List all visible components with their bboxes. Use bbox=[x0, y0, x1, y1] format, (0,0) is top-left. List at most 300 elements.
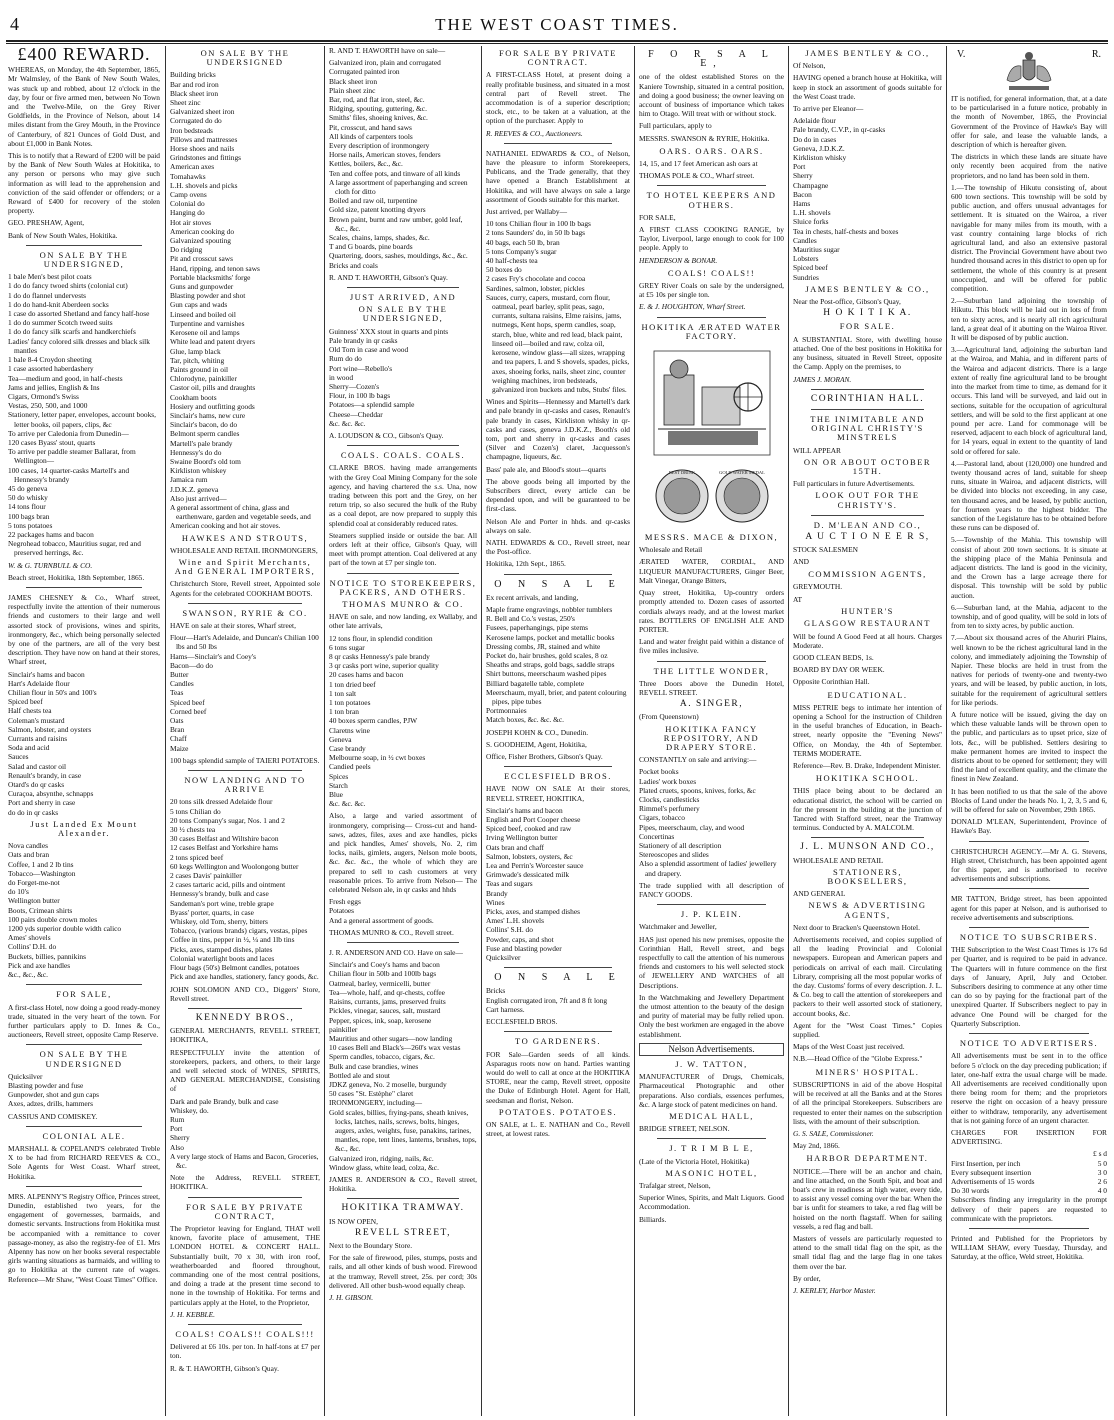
list-item: Pale brandy, C.V.P., in qr-casks bbox=[793, 125, 886, 135]
advert-date: May 2nd, 1866. bbox=[793, 1141, 840, 1151]
advert-address: Office, Fisher Brothers, Gibson's Quay. bbox=[486, 752, 603, 762]
divider bbox=[188, 770, 302, 771]
advert-body-2: Full particulars, apply to bbox=[639, 121, 712, 131]
advert-heading: FOR SALE BY PRIVATE CONTRACT, bbox=[185, 1201, 304, 1221]
advert-body: MARSHALL & COPELAND'S celebrated Treble X to be had from RICHARD REEVES & CO., Sole Agents for West Coast. Wharf street, Hokitika. bbox=[8, 1143, 160, 1181]
advert-heading: NOW LANDING AND TO ARRIVE bbox=[184, 775, 306, 795]
advert-heading: J. P. KLEIN. bbox=[680, 909, 743, 920]
list-item: Corrugated painted iron bbox=[329, 67, 400, 77]
list-item: To arrive per paddle steamer Ballarat, from Wellington— bbox=[8, 447, 136, 466]
list-item: Chilian flour in 50lb and 100lb bags bbox=[329, 969, 437, 979]
list-item: R. Bell and Co.'s vestas, 250's bbox=[486, 614, 575, 624]
list-item: Blasting powder and fuse bbox=[8, 1080, 84, 1090]
list-item: Galvanized iron, plain and corrugated bbox=[329, 58, 441, 68]
advert-note: Note the Address, REVELL STREET, HOKITIKA. bbox=[170, 1173, 320, 1192]
column-6 bbox=[793, 46, 942, 1416]
advert-heading: HOKITIKA FANCY REPOSITORY, AND DRAPERY STORE. bbox=[663, 723, 760, 752]
reward-signatory: GEO. PRESHAW, Agent, bbox=[8, 218, 85, 228]
ecclesfield-bricks-advert bbox=[486, 973, 630, 1026]
list-item: Raisins, currants, jams, preserved fruits bbox=[329, 997, 446, 1007]
list-item: 1 do do hand-knit Aberdeen socks bbox=[8, 299, 109, 309]
list-item: 100 cases, 14 quarter-casks Martell's and Hennessy's brandy bbox=[8, 465, 130, 484]
list-item: Oats and bran bbox=[8, 850, 50, 860]
list-item: Hand, ripping, and tenon saws bbox=[170, 263, 260, 273]
list-item: Sinclair's hams and bacon bbox=[8, 669, 85, 679]
list-item: Port and sherry in case bbox=[8, 798, 76, 808]
list-item: Sauces bbox=[8, 752, 29, 762]
advert-signature: HENDERSON & BONAR. bbox=[639, 255, 718, 265]
list-item: Sardines, salmon, lobster, pickles bbox=[486, 283, 585, 293]
list-item: Plated cruets, spoons, knives, forks, &c bbox=[639, 785, 756, 795]
list-item: do do in qr casks bbox=[8, 807, 59, 817]
charges-value: 5 0 bbox=[1097, 1158, 1107, 1168]
list-item: Shirt buttons, meerschaum washed pipes bbox=[486, 669, 607, 679]
divider bbox=[969, 1228, 1089, 1229]
list-item: do Forget-me-not bbox=[8, 878, 60, 888]
list-item: Ten and coffee pots, and tinware of all kinds bbox=[329, 168, 461, 178]
list-item: Coffee in tins, pepper in ½, ¼ and 1lb tins bbox=[170, 935, 295, 945]
list-item: Pit, crosscut, and hand saws bbox=[329, 122, 412, 132]
item-list bbox=[329, 634, 477, 809]
list-item: Cookham boots bbox=[170, 392, 217, 402]
list-item: Hams bbox=[793, 199, 811, 209]
advert-signature: THOMAS POLE & CO., Wharf street. bbox=[639, 171, 755, 181]
notice-item: 6.—Suburban land, at the Mahia, adjacent to the township, and of good quality, will be sold in lots of from ten to sixty acres, by public auction. bbox=[951, 602, 1107, 631]
advert-heading: J. L. MUNSON AND CO., bbox=[800, 842, 935, 853]
advert-signature: R. AND T. HAWORTH, Gibson's Quay. bbox=[329, 272, 448, 282]
advert-heading: D. M'LEAN AND CO., bbox=[813, 519, 922, 530]
list-item: Candied peels bbox=[329, 762, 371, 772]
list-item: 2 tons Saunders' do, in 50 lb bags bbox=[486, 228, 586, 238]
advert-note: Reference—Rev. B. Drake, Independent Minister. bbox=[793, 761, 941, 770]
advert-body: one of the oldest established Stores on the Kaniere Township, situated in a central position, and doing a good business; the owner leaving on account of business of importance which takes him to Otago. Will treat with or without stock. bbox=[639, 72, 784, 119]
notice-item: 3.—Agricultural land, adjoining the suburban land at the Wairoa, and Mahia, and in different parts of the Wairoa and adjacent districts. There is a large extent of really fine agricultural land to be brought into the market from time to time, as demand for it occurs. This land will be surveyed, and laid out in sections, suitable for the occupation of agricultural settlers, and will be sold to the first applicant at one pound per acre. Land for commonage will be reserved, adjacent to each block of agricultural land, for 14 years, equal in extent to the quantity of land sold or offered for sale. bbox=[951, 345, 1107, 456]
list-item: Ames' shovels bbox=[8, 933, 51, 943]
ecclesfield-advert bbox=[486, 772, 630, 962]
item-list bbox=[170, 797, 320, 981]
list-item: Do do in cases bbox=[793, 134, 837, 144]
range-advert bbox=[639, 191, 784, 264]
item-list bbox=[8, 272, 160, 557]
turnbull-advert bbox=[8, 251, 160, 582]
tatton-advert bbox=[639, 1060, 784, 1133]
advert-heading: FOR SALE, bbox=[56, 989, 112, 1000]
medals-engraving-icon bbox=[648, 465, 776, 527]
list-item: Powder, caps, and shot bbox=[486, 934, 554, 944]
list-item: American axes bbox=[170, 162, 215, 172]
list-item: Pit and crosscut saws bbox=[170, 254, 234, 264]
advert-body: HAVING opened a branch house at Hokitika, will keep in stock an assortment of goods suitable for the West Coast trade. bbox=[793, 73, 942, 101]
advert-subheading: WHOLESALE AND RETAIL IRONMONGERS, bbox=[170, 545, 318, 555]
list-item: Collins' D.H. do bbox=[8, 942, 57, 952]
list-item: Bacon—do do bbox=[170, 660, 213, 670]
charges-row bbox=[951, 1159, 1107, 1168]
advert-signature: E. & J. HOUGHTON, Wharf Street. bbox=[639, 302, 746, 312]
notice-body: IT is notified, for general information, that, at a date to be particularised in a future notice, probably in the month of November, 1865, the Provincial Government of the Province of Hawke's Bay will offer for sale, and lease the valuable lands, a description of which is hereafter given. bbox=[951, 94, 1107, 150]
list-item: 1 do do flannel undervests bbox=[8, 290, 86, 300]
list-item: English and Port Cooper cheese bbox=[486, 815, 581, 825]
advert-heading: MINERS' HOSPITAL. bbox=[815, 1066, 920, 1077]
divider bbox=[969, 888, 1089, 889]
divider bbox=[188, 1197, 302, 1198]
list-item: Rum do do bbox=[329, 354, 362, 364]
list-item: Cheese—Cheddar bbox=[329, 409, 383, 419]
list-item: 1 ton dried beef bbox=[329, 679, 376, 689]
list-item: Cigars, tobacco bbox=[639, 813, 685, 823]
column-5 bbox=[639, 46, 784, 1416]
advert-subheading: AND GENERAL bbox=[793, 889, 846, 899]
list-item: Tomahawks bbox=[170, 171, 206, 181]
reeves-advert bbox=[486, 49, 630, 138]
list-item: Every description of ironmongery bbox=[329, 141, 430, 151]
advert-body: R. AND T. HAWORTH have on sale— bbox=[329, 46, 446, 55]
divider bbox=[347, 573, 459, 574]
list-item: Pocket books bbox=[639, 767, 679, 777]
advert-heading: SWANSON, RYRIE & CO. bbox=[182, 607, 308, 618]
medal-left-label: BEST DRINK bbox=[668, 470, 695, 476]
advert-subheading: Of Nelson, bbox=[793, 61, 826, 71]
divider bbox=[969, 841, 1089, 842]
list-item: Pickles, vinegar, sauces, salt, mustard bbox=[329, 1006, 441, 1016]
list-item: Melbourne soap, in ½ cwt boxes bbox=[329, 753, 426, 763]
christchurch-agency-notice bbox=[951, 847, 1107, 884]
bentley-advert bbox=[793, 49, 942, 318]
hawkes-advert bbox=[170, 49, 320, 598]
advert-body: ÆRATED WATER, CORDIAL, AND LIQUEUR MANUFACTURERS, Ginger Beer, Malt Vinegar, Orange Bitters, bbox=[639, 557, 784, 585]
list-item: Chlorodyne, painkiller bbox=[170, 374, 237, 384]
advert-heading: HUNTER'S bbox=[841, 606, 894, 617]
advert-subheading: Ex recent arrivals, and landing, bbox=[486, 592, 579, 602]
advert-subheading: Trafalgar street, Nelson, bbox=[639, 1181, 711, 1191]
list-item: 5 tons Chilian do bbox=[170, 806, 221, 816]
advert-heading: KENNEDY BROS., bbox=[195, 1012, 295, 1023]
list-item: Potatoes—a splendid sample bbox=[329, 400, 415, 410]
trimble-advert bbox=[639, 1144, 784, 1223]
charges-label: First Insertion, per inch bbox=[951, 1158, 1021, 1168]
list-item: Starch bbox=[329, 780, 348, 790]
haworth-coals-advert bbox=[170, 1330, 320, 1373]
munson-advert bbox=[793, 843, 942, 1063]
list-item: 1 do do fancy silk scarfs and handkerchiefs bbox=[8, 327, 136, 337]
list-item: Gold size, patent knotting dryers bbox=[329, 205, 426, 215]
advert-body: MANUFACTURER of Drugs, Chemicals, Pharmaceutical Photographic and other preparations. Also cordials, essences perfumes, &c. A large stock of patent medicines on hand. bbox=[639, 1072, 784, 1109]
list-item: 50 do whisky bbox=[8, 493, 48, 503]
list-item: Whiskey, old Tom, sherry, bitters bbox=[170, 917, 268, 927]
list-item: Colonial do bbox=[170, 199, 205, 209]
list-item: Ames' L.H. shovels bbox=[486, 916, 544, 926]
list-item: 10 cases Bell and Black's—260's wax vestas bbox=[329, 1043, 461, 1053]
newspaper-title: THE WEST COAST TIMES. bbox=[435, 15, 679, 34]
charges-row bbox=[951, 1177, 1107, 1186]
list-item: Stationery of all description bbox=[639, 840, 722, 850]
column-rule bbox=[634, 46, 635, 1416]
list-item: Hot air stoves bbox=[170, 217, 212, 227]
list-item: Sherry bbox=[170, 1133, 190, 1143]
divider bbox=[504, 574, 612, 575]
list-item: Picks, axes, stamped dishes, plates bbox=[170, 944, 273, 954]
charges-value: 3 0 bbox=[1097, 1167, 1107, 1177]
divider bbox=[657, 317, 766, 318]
advert-body-2: GOOD CLEAN BEDS, 1s. bbox=[793, 652, 874, 662]
divider bbox=[347, 1198, 459, 1199]
charges-row bbox=[951, 1168, 1107, 1177]
list-item: Oats bran and chaff bbox=[486, 842, 544, 852]
list-item: Camp ovens bbox=[170, 190, 207, 200]
list-item: Tea—medium and good, in half-chests bbox=[8, 373, 123, 383]
advert-heading: NOTICE TO STOREKEEPERS, PACKERS, AND OTHERS. bbox=[329, 577, 477, 597]
list-item: Glue, lamp black bbox=[170, 346, 221, 356]
advert-address: Near the Post-office, Gibson's Quay, bbox=[793, 297, 901, 307]
advert-body: SUBSCRIPTIONS in aid of the above Hospital will be received at all the Banks and at the Stores of all the principal Storekeepers. Subscribers are requested to enter their names on the subscription lists, with the amount of their subscription. bbox=[793, 1079, 942, 1126]
list-item: do 10's bbox=[8, 887, 29, 897]
list-item: 1 do do fancy twoed shirts (colonial cut) bbox=[8, 281, 128, 291]
advert-signature: J. KERLEY, Harbor Master. bbox=[793, 1285, 876, 1295]
advert-signature: HAWKES AND STROUTS, bbox=[181, 532, 309, 543]
advert-body-3: Land and water freight paid within a distance of five miles inclusive. bbox=[639, 637, 784, 656]
list-item: Spices bbox=[329, 771, 349, 781]
advert-heading: ON SALE BY THE UNDERSIGNED, bbox=[358, 304, 448, 324]
list-item: Whiskey, do. bbox=[170, 1105, 209, 1115]
advert-heading: GLASGOW RESTAURANT bbox=[804, 618, 931, 629]
charges-label: Do 30 words bbox=[951, 1186, 990, 1196]
list-item: Candles bbox=[793, 235, 817, 245]
list-item: 40 half-chests tea bbox=[486, 256, 538, 266]
advert-subheading: Watchmaker and Jeweller, bbox=[639, 922, 717, 932]
item-list bbox=[329, 58, 477, 270]
advert-order: By order, bbox=[793, 1273, 821, 1283]
divider bbox=[811, 409, 924, 410]
list-item: Tobacco—Washington bbox=[8, 868, 76, 878]
tramway-advert bbox=[329, 1204, 477, 1302]
list-item: Blasting powder and shot bbox=[170, 291, 246, 301]
nelson-section-heading: Nelson Advertisements. bbox=[639, 1043, 784, 1056]
list-item: Potatoes bbox=[329, 906, 355, 916]
list-item: Smiths' files, shoeing knives, &c. bbox=[329, 113, 428, 123]
advert-subheading: IS NOW OPEN, bbox=[329, 1216, 378, 1226]
advert-heading: HOKITIKA TRAMWAY. bbox=[341, 1203, 465, 1214]
list-item: 50 boxes do bbox=[486, 265, 522, 275]
list-item: Chilian flour in 50's and 100's bbox=[8, 688, 97, 697]
advert-heading: MASONIC HOTEL, bbox=[665, 1167, 758, 1178]
advert-body: HAS just opened his new premises, opposite the Corinthian Hall, Revell street, and begs respectfully to call the attention of his numerous friends and customers to his well selected stock of JEWELLERY AND WATCHES of all Descriptions. bbox=[639, 934, 784, 990]
reward-body: WHEREAS, on Monday, the 4th September, 1865, Mr Walmsley, of the Bank of New South Wales, was stuck up and robbed, about 12 o'clock in the day, by four or five armed men, between No Town and the Twelve-Mile, on the Grey River Goldfields, in the Province of Nelson, about 14 miles distant from the Grey Mouth, in the Province of Canterbury, of 821 Ounces of Gold Dust, and about £1,000 in Bank Notes. bbox=[8, 65, 160, 148]
advert-heading: A. SINGER, bbox=[679, 699, 744, 710]
glasgow-advert bbox=[793, 595, 942, 687]
list-item: Guns and gunpowder bbox=[170, 282, 234, 292]
corinthian-advert bbox=[793, 395, 942, 510]
list-item: IRONMONGERY, including— bbox=[329, 1098, 423, 1108]
advert-subheading: Next to the Boundary Store. bbox=[329, 1240, 413, 1250]
list-item: 1 ton potatoes bbox=[329, 698, 371, 707]
advert-heading: O N S A L E bbox=[494, 972, 622, 984]
notice-signature: DONALD M'LEAN, Superintendent, Province of Hawke's Bay. bbox=[951, 817, 1107, 836]
list-item: Dark and pale Brandy, bulk and case bbox=[170, 1096, 279, 1106]
advert-heading: TO GARDENERS. bbox=[515, 1036, 601, 1047]
moran-advert bbox=[793, 322, 942, 383]
advert-subheading: WILL APPEAR bbox=[793, 445, 841, 455]
advert-body-2: Also, a large and varied assortment of ironmongery, comprising— Cross-cut and hand-saws, adzes, files, axes and axe handles, picks and pick handles, Ames' shovels, No. 2, rim locks, nails, gimlets, augers, Nelson mole boots, &c. &c. &c., the whole of which they are prepared to sell to cash customers at very reasonable prices. To arrive from Nelson— The celebrated Nelson ale, in qr casks and hhds bbox=[329, 811, 477, 895]
list-item: Black sheet iron bbox=[170, 88, 219, 98]
list-item: 50 cases "St. Estèphe" claret bbox=[329, 1089, 414, 1099]
list-item: &c., &c., &c. bbox=[8, 970, 49, 980]
column-rule bbox=[946, 46, 947, 1416]
advert-address: Opposite Corinthian Hall. bbox=[793, 677, 870, 687]
reward-body-2: This is to notify that a Reward of £200 will be paid by the Bank of New South Wales at Hokitika, to any person or persons who may give such information as will lead to the apprehension and conviction of the said offender or offenders; or a Reward of £400 for recovery of the stolen property. bbox=[8, 151, 160, 216]
notice-item: 1.—The township of Hikutu consisting of, about 600 town sections. This township will be sold by public auction, and offers unusual advantages for settlement. It is situated on the Wairoa, a river navigable for many miles from its mouth, with a vast country containing large blocks of rich agricultural land, and also an extensive pastoral district. The Provincial Government have about two hundred thousand acres in this district to open up for settlement, the whole of this country is at present unoccupied, and will be offered for public competition. bbox=[951, 182, 1107, 294]
advert-subheading: GENERAL MERCHANTS, REVELL STREET, HOKITIKA, bbox=[170, 1026, 320, 1045]
kaniere-store-advert bbox=[639, 50, 784, 143]
item-list bbox=[639, 767, 784, 877]
list-item: Jams and jellies, English & Ins bbox=[8, 382, 100, 392]
mace-dixon-advert bbox=[639, 533, 784, 655]
list-item: Old Tom in case and wood bbox=[329, 345, 409, 355]
item-list bbox=[329, 960, 477, 1172]
list-item: Ladies' fancy colored silk dresses and black silk mantles bbox=[8, 336, 150, 355]
advert-heading: ON SALE BY THE UNDERSIGNED, bbox=[39, 249, 129, 270]
advert-place: Beach street, Hokitika, 18th September, 1865. bbox=[8, 572, 145, 582]
list-item: Building bricks bbox=[170, 70, 216, 80]
list-item: Kerosene oil and lamps bbox=[170, 328, 240, 338]
advert-note: N.B.—Head Office of the "Globe Express." bbox=[793, 1054, 923, 1064]
advert-body: The Proprietor leaving for England, THAT well known, favorite place of amusement, THE LONDON HOTEL & CONCERT HALL. Substantially built, 70 x 30, with iron roof, weatherboarded and floored throughout, commanding one of the most central positions, and doing a trade at the present time second to none in the township of Hokitika. For terms and particulars apply at the Hotel, to the Proprietor, bbox=[170, 1223, 320, 1307]
list-item: 1 do do summer Scotch tweed suits bbox=[8, 318, 113, 328]
list-item: 60 kegs Wellington and Woolongong butter bbox=[170, 861, 299, 871]
list-item: Sundries bbox=[793, 272, 819, 282]
column-rule bbox=[324, 46, 325, 1416]
list-item: 2 tons spiced beef bbox=[170, 852, 224, 862]
advert-heading: EDUCATIONAL. bbox=[827, 689, 908, 700]
notice-body: MR TATTON, Bridge street, has been appointed agent for this paper at Nelson, and is authorised to receive advertisements and subscriptions. bbox=[951, 894, 1107, 922]
advert-body: A SUBSTANTIAL Store, with dwelling house attached. One of the best positions in Hokitika for any business, situated in Revell Street, opposite the Camp. Apply on the premises, to bbox=[793, 334, 942, 372]
advert-signature: G. S. SALE, Commissioner. bbox=[793, 1128, 874, 1138]
list-item: Tobacco, (various brands) cigars, vestas, pipes bbox=[170, 926, 308, 936]
list-item: Pocket do, hair brushes, gold scales, 8 oz bbox=[486, 650, 608, 660]
list-item: Rimmel's perfumery bbox=[639, 804, 700, 814]
column-4 bbox=[486, 46, 630, 1416]
advert-signature: JOHN SOLOMON AND CO., Diggers' Store, Revell street. bbox=[170, 984, 320, 1003]
ale-advert bbox=[8, 1132, 160, 1181]
advert-body-3: Bass' pale ale, and Blood's stout—quarts bbox=[486, 464, 607, 474]
list-item: Stereoscopes and slides bbox=[639, 850, 709, 860]
advert-note: The trade supplied with all description of FANCY GOODS. bbox=[639, 880, 784, 899]
advert-heading: STATIONERS, BOOKSELLERS, bbox=[827, 866, 908, 887]
advert-heading: COLONIAL ALE. bbox=[42, 1130, 126, 1141]
list-item: Pick and axe handles bbox=[8, 960, 71, 970]
notice-item: It has been notified to us that the sale of the above Blocks of Land under the heads No. 1, 2, 3, 5 and 6, will be offered for sale on November, 29th 1865. bbox=[951, 786, 1107, 815]
divider bbox=[26, 245, 142, 246]
item-list bbox=[170, 70, 320, 530]
clarke-coals-advert bbox=[329, 451, 477, 567]
school-advert bbox=[793, 774, 942, 832]
list-item: 120 cases Byass' stout, quarts bbox=[8, 437, 96, 447]
list-item: Sauces, curry, capers, mustard, corn flour, oatmeal, pearl barley, split peas, sago, currants, sultana raisins, Elme raisins, jams, nutmegs, Kent hops, sperm candles, soap, starch, blue, white and red lead, black paint, linseed oil—boiled and raw, colza oil, kerosene, window glass—all sizes, wrapping and tea papers, L and S shovels, spades, picks, axes, shoeing forks, nails, sheet zinc, counter weighing machines, iron bedsteads, galvanized iron buckets and tubs, Stubs' files. bbox=[486, 292, 630, 394]
list-item: Mauritius and other sugars—now landing bbox=[329, 1033, 453, 1043]
list-item: Also bbox=[170, 1142, 184, 1152]
advert-subheading: (From Queenstown) bbox=[639, 712, 699, 722]
list-item: Sperm candles, tobacco, cigars, &c. bbox=[329, 1052, 435, 1062]
advert-body: GREY River Coals on sale by the undersigned, at £5 10s per single ton. bbox=[639, 281, 784, 300]
list-item: 100 pairs double crown moles bbox=[8, 914, 98, 924]
advert-town: H O K I T I K A. bbox=[823, 308, 912, 319]
item-list bbox=[8, 841, 160, 979]
list-item: Port wine—Rebello's bbox=[329, 363, 393, 373]
advert-subheading: BRIDGE STREET, NELSON. bbox=[639, 1124, 730, 1134]
advert-signature: A. LOUDSON & CO., Gibson's Quay. bbox=[329, 430, 444, 440]
list-item: Buckets, billies, pannikins bbox=[8, 951, 87, 961]
advert-body-2: Masters of vessels are particularly requested to attend to the small tidal flag on the spit, as the small tidal flag and the large flag in one takes them over the bar. bbox=[793, 1233, 942, 1271]
chesney-advert bbox=[8, 593, 160, 979]
advert-body: MRS. ALPENNY'S Registry Office, Princes street, Dunedin, established two years, for the engagement of governesses, barmaids, and domestic servants. Instructions from Hokitika must be accompanied with a remittance to cover passage-money, as also the registry-fee of £1. Mrs Alpenny has now on her books several respectable girls wanting situations as barmaids, and willing to go to Hokitika at the current rate of wages. Reference—Mr Shaw, "West Coast Times" Office. bbox=[8, 1191, 160, 1284]
item-list bbox=[486, 806, 630, 962]
list-item: Sandeman's port wine, treble grape bbox=[170, 898, 274, 908]
list-item: A large assortment of paperhanging and screen cloth for ditto bbox=[329, 177, 468, 197]
charges-unit: £ s d bbox=[1093, 1149, 1107, 1159]
advert-heading: REVELL STREET, bbox=[355, 1227, 451, 1238]
cassius-advert bbox=[8, 1050, 160, 1120]
item-list bbox=[486, 219, 630, 394]
list-item: Fusees, paperhangings, pipe stems bbox=[486, 623, 589, 633]
advert-heading: FOR SALE BY PRIVATE CONTRACT. bbox=[498, 48, 617, 68]
list-item: Grindstones and fittings bbox=[170, 153, 242, 163]
divider bbox=[504, 967, 612, 968]
singer-advert bbox=[639, 667, 784, 900]
list-item: Castor oil, pills and draughts bbox=[170, 383, 256, 393]
kennedy-advert bbox=[170, 1014, 320, 1192]
list-item: Pale brandy in qr casks bbox=[329, 335, 398, 345]
oars-advert bbox=[639, 147, 784, 181]
list-item: Blue bbox=[329, 790, 343, 800]
list-item: Fuse and blasting powder bbox=[486, 943, 562, 953]
advert-heading: ECCLESFIELD BROS. bbox=[504, 771, 612, 782]
list-item: Belmont sperm candles bbox=[170, 429, 240, 439]
list-item: Linseed and boiled oil bbox=[170, 309, 236, 319]
list-item: Spiced beef bbox=[793, 263, 828, 273]
divider bbox=[26, 1186, 142, 1187]
list-item: Sinclair's and Coey's hams and bacon bbox=[329, 960, 440, 970]
list-item: A very large stock of Hams and Bacon, Groceries, &c. bbox=[170, 1151, 319, 1170]
list-item: 1 bale Men's best pilot coats bbox=[8, 272, 92, 282]
divider bbox=[657, 904, 766, 905]
list-item: Kirkliston whisky bbox=[793, 153, 847, 163]
list-item: Hams—Sinclair's and Coey's bbox=[170, 651, 257, 661]
royal-cipher bbox=[951, 50, 1107, 94]
list-item: 30 cases Belfast and Wiltshire bacon bbox=[170, 834, 279, 844]
educational-advert bbox=[793, 691, 942, 771]
list-item: 1 case assorted haberdashery bbox=[8, 364, 94, 374]
list-item: 1 ton salt bbox=[329, 688, 357, 698]
list-item: Adelaide flour bbox=[793, 116, 836, 126]
list-item: 14 tons flour bbox=[8, 502, 46, 512]
list-item: Maple frame engravings, nobbler tumblers bbox=[486, 604, 613, 614]
list-item: Match boxes, &c. &c. &c. bbox=[486, 715, 564, 725]
list-item: Bar and rod iron bbox=[170, 79, 219, 89]
list-item: Bacon bbox=[793, 189, 812, 199]
list-item: Black sheet iron bbox=[329, 76, 378, 86]
list-item: Quicksilver bbox=[486, 953, 521, 963]
advert-subheading: Just arrived, per Wallaby— bbox=[486, 207, 567, 217]
list-item: Wellington butter bbox=[8, 896, 60, 906]
list-item: Kettles, boilers, &c., &c. bbox=[329, 159, 403, 169]
list-item: Tar, pitch, whiting bbox=[170, 355, 225, 365]
list-item: Sinclair's bacon, do do bbox=[170, 420, 238, 430]
advert-heading: CORINTHIAN HALL. bbox=[810, 393, 925, 404]
list-item: Brandy bbox=[486, 888, 508, 898]
anderson-advert bbox=[329, 948, 477, 1193]
charges-heading: CHARGES FOR INSERTION FOR ADVERTISING. bbox=[951, 1127, 1107, 1147]
list-item: Tea—whole, half, and qr-chests, coffee bbox=[329, 987, 445, 997]
divider bbox=[188, 603, 302, 604]
column-rule bbox=[788, 46, 789, 1416]
